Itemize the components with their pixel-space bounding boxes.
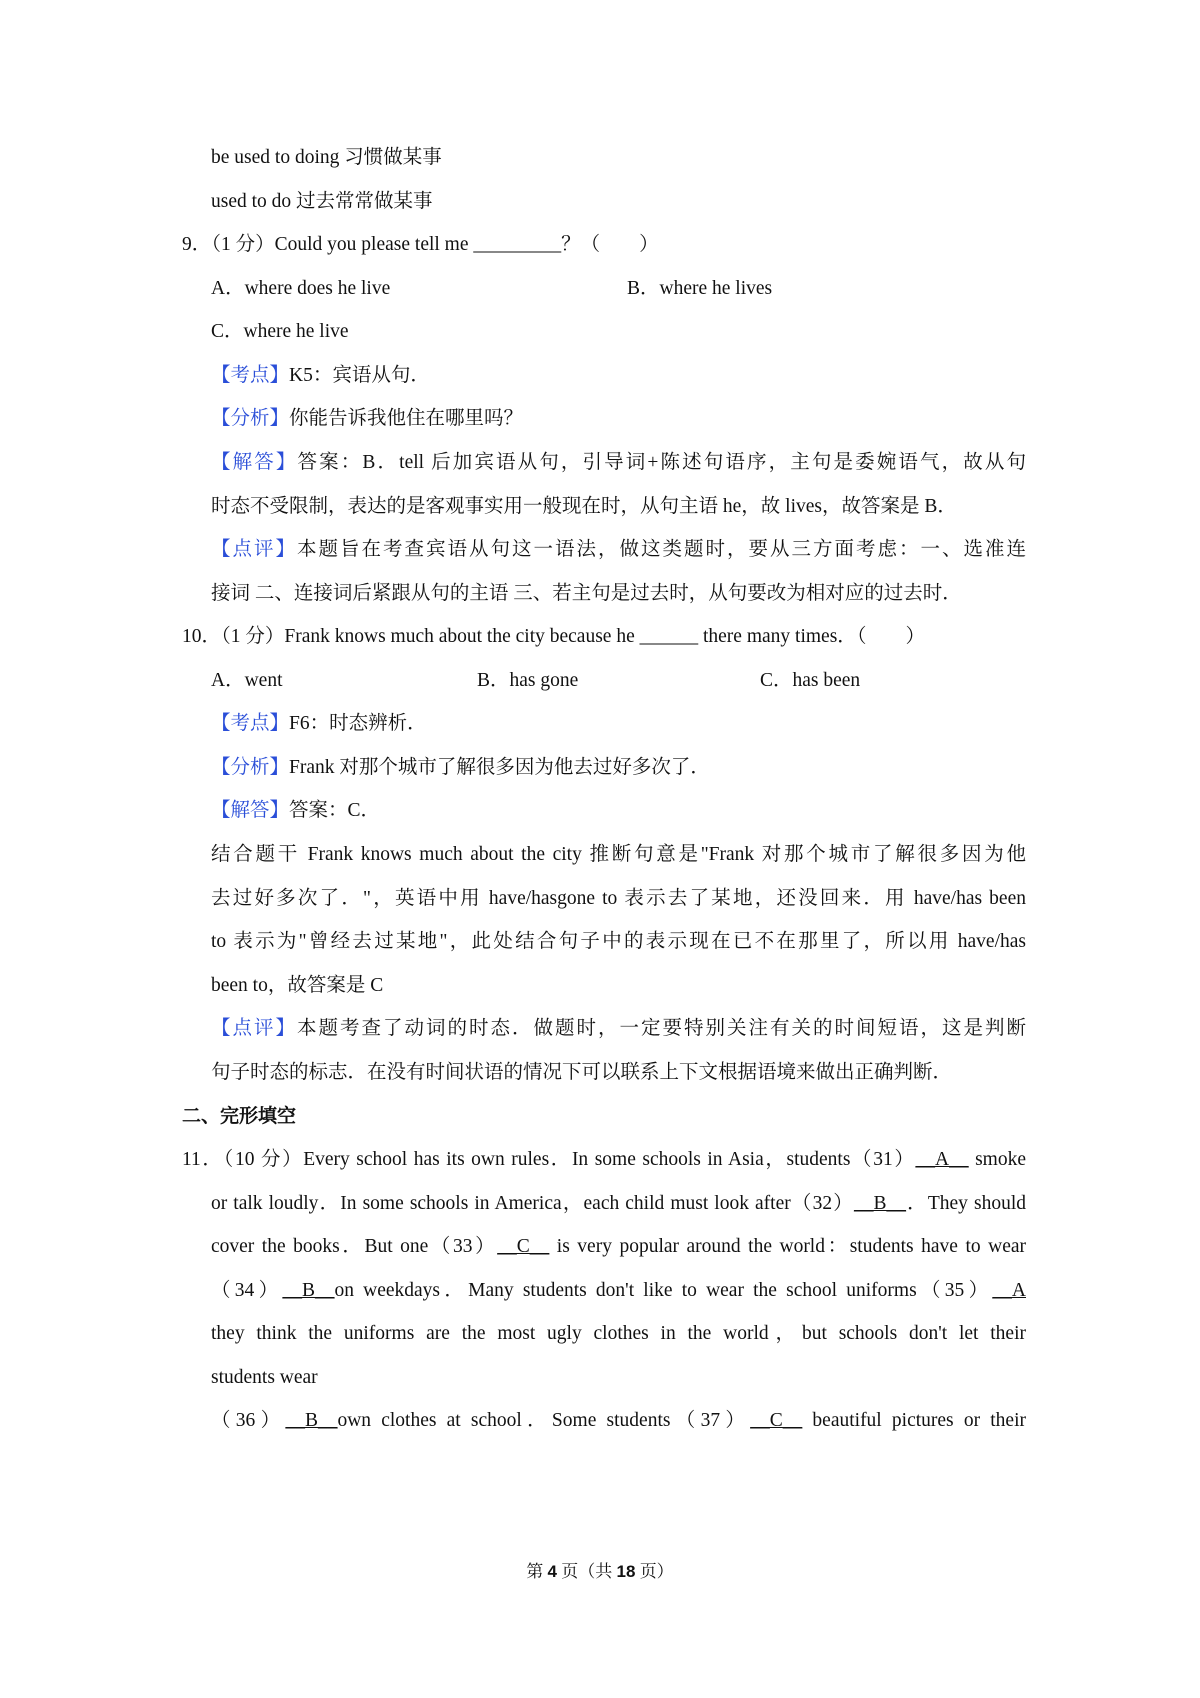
option-b: B．where he lives	[627, 278, 773, 299]
option-a: A．where does he live	[211, 278, 391, 299]
explanation-line: 去过好多次了．"，英语中用 have/hasgone to 表示去了某地，还没回来．用 have/has been	[211, 888, 1026, 909]
kaodian-tag: 【考点】	[211, 365, 290, 386]
answer-blank: __B__	[285, 1410, 338, 1431]
passage-text: ．They should	[906, 1193, 1026, 1214]
page-number: 4	[547, 1562, 558, 1581]
explanation-line: to 表示为"曾经去过某地"，此处结合句子中的表示现在已不在那里了，所以用 have/has	[211, 931, 1026, 952]
section-heading: 二、完形填空	[182, 1105, 297, 1127]
footer-text: 页（共	[557, 1562, 617, 1581]
footer-text: 第	[526, 1562, 548, 1581]
passage-line	[211, 1408, 1026, 1434]
footer-text: 页）	[635, 1562, 674, 1581]
answer-blank: __C__	[497, 1236, 550, 1257]
jieda-line	[211, 798, 380, 824]
fenxi-text: Frank 对那个城市了解很多因为他去过好多次了．	[289, 757, 710, 778]
fenxi-tag: 【分析】	[211, 757, 290, 778]
option-b: B．has gone	[477, 670, 579, 691]
passage-line	[211, 1191, 1026, 1217]
passage-line	[211, 1278, 1026, 1304]
passage-line: they think the uniforms are the most ugly clothes in the world，but schools don't let their	[211, 1323, 1026, 1344]
jieda-text: 答案：B．tell 后加宾语从句，引导词+陈述句语序，主句是委婉语气，故从句	[297, 452, 1026, 473]
note-line: used to do 过去常常做某事	[211, 191, 433, 212]
question-11-line	[182, 1147, 1026, 1173]
option-c: C．has been	[760, 670, 861, 691]
passage-text: is very popular around the world：students have to wear	[549, 1236, 1026, 1257]
option-c: C．where he live	[211, 321, 349, 342]
dianping-text: 本题考查了动词的时态．做题时，一定要特别关注有关的时间短语，这是判断	[297, 1018, 1026, 1039]
passage-line	[211, 1234, 1026, 1260]
question-10-stem: 10．（1 分）Frank knows much about the city because he ______ there many times．（ ）	[182, 626, 926, 647]
fenxi-line	[211, 755, 710, 781]
passage-text: （36）	[211, 1410, 286, 1431]
answer-blank: __B__	[853, 1193, 906, 1214]
explanation-line: 结合题干 Frank knows much about the city 推断句意是"Frank 对那个城市了解很多因为他	[211, 844, 1026, 865]
passage-text: own clothes at school．Some students（37）	[337, 1410, 751, 1431]
fenxi-line	[211, 406, 523, 432]
answer-blank: __A	[992, 1280, 1026, 1301]
dianping-text: 本题旨在考查宾语从句这一语法，做这类题时，要从三方面考虑：一、选准连	[297, 539, 1026, 560]
passage-text: beautiful pictures or their	[802, 1410, 1026, 1431]
kaodian-line	[211, 711, 427, 737]
dianping-line	[211, 537, 1026, 563]
jieda-tag: 【解答】	[211, 452, 298, 473]
question-9-stem: 9．（1 分）Could you please tell me _________？（ ）	[182, 234, 659, 255]
dianping-tag: 【点评】	[211, 1018, 297, 1039]
passage-text: or talk loudly．In some schools in America，each child must look after（32）	[211, 1193, 854, 1214]
fenxi-tag: 【分析】	[211, 408, 290, 429]
passage-text: 11．（10 分）Every school has its own rules．In some schools in Asia，students（31）	[182, 1149, 916, 1170]
passage-text: cover the books．But one（33）	[211, 1236, 498, 1257]
passage-line: students wear	[211, 1367, 318, 1388]
option-a: A．went	[211, 670, 283, 691]
passage-text: smoke	[968, 1149, 1027, 1170]
answer-blank: __B__	[282, 1280, 335, 1301]
kaodian-text: F6：时态辨析．	[289, 713, 427, 734]
jieda-tag: 【解答】	[211, 800, 290, 821]
page-total: 18	[616, 1562, 636, 1581]
jieda-line	[211, 450, 1026, 476]
passage-text: （34）	[211, 1280, 283, 1301]
answer-blank: __A__	[915, 1149, 969, 1170]
kaodian-line	[211, 363, 430, 389]
explanation-line: been to，故答案是 C	[211, 975, 384, 996]
dianping-line-2: 接词 二、连接词后紧跟从句的主语 三、若主句是过去时，从句要改为相对应的过去时．	[211, 583, 962, 604]
answer-blank: __C__	[750, 1410, 803, 1431]
dianping-line	[211, 1016, 1026, 1042]
jieda-line-2: 时态不受限制，表达的是客观事实用一般现在时，从句主语 he，故 lives，故答案是 B．	[211, 496, 957, 517]
passage-text: on weekdays．Many students don't like to wear the school uniforms（35）	[334, 1280, 993, 1301]
dianping-tag: 【点评】	[211, 539, 297, 560]
note-line: be used to doing 习惯做某事	[211, 147, 442, 168]
page-footer	[0, 1561, 1200, 1583]
dianping-line-2: 句子时态的标志．在没有时间状语的情况下可以联系上下文根据语境来做出正确判断．	[211, 1062, 953, 1083]
jieda-text: 答案：C．	[289, 800, 381, 821]
kaodian-tag: 【考点】	[211, 713, 290, 734]
fenxi-text: 你能告诉我他住在哪里吗？	[289, 408, 524, 429]
kaodian-text: K5：宾语从句．	[289, 365, 430, 386]
